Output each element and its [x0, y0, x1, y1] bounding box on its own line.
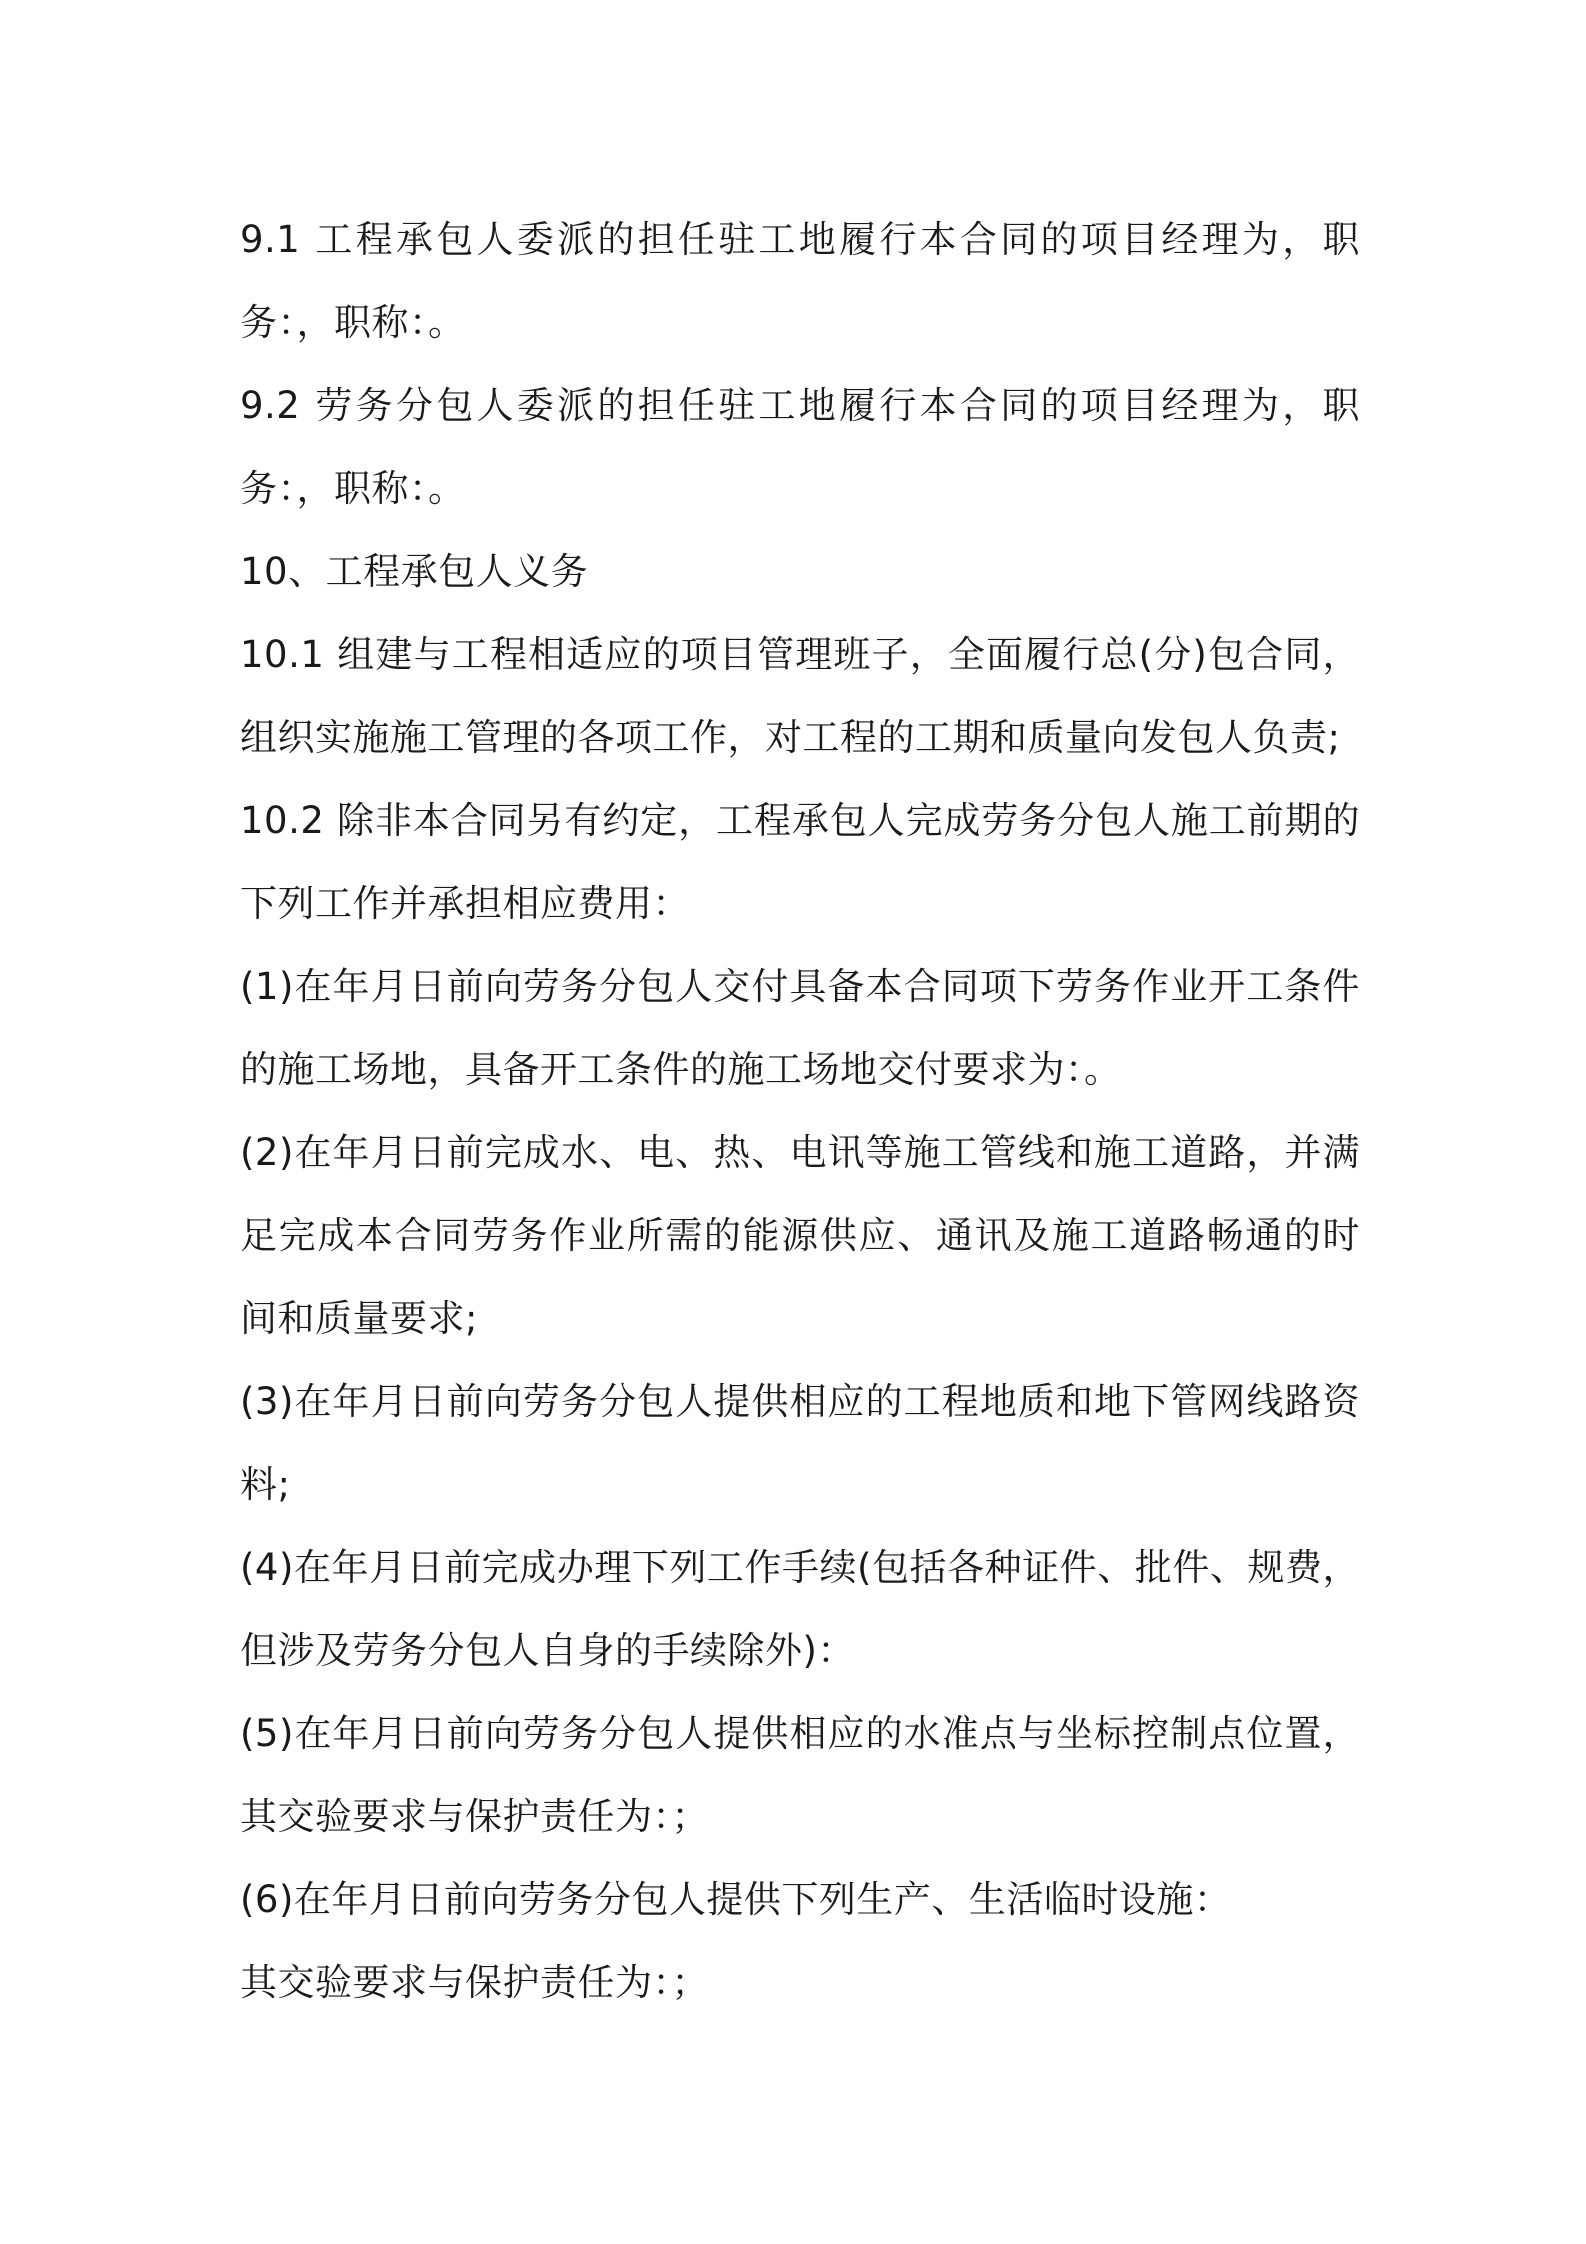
- clause-9-2: 9.2 劳务分包人委派的担任驻工地履行本合同的项目经理为，职务：，职称：。: [240, 384, 1360, 510]
- list-item-6-continuation: 其交验要求与保护责任为：；: [240, 1961, 709, 2004]
- list-item-2: (2)在年月日前完成水、电、热、电讯等施工管线和施工道路，并满足完成本合同劳务作业所需的能源供应、通讯及施工道路畅通的时间和质量要求;: [240, 1131, 1360, 1340]
- list-item-1: (1)在年月日前向劳务分包人交付具备本合同项下劳务作业开工条件的施工场地，具备开工条件的施工场地交付要求为：。: [240, 965, 1360, 1091]
- list-item-3: (3)在年月日前向劳务分包人提供相应的工程地质和地下管网线路资料;: [240, 1380, 1360, 1506]
- document-body: [240, 198, 1360, 2024]
- clause-10-1: 10.1 组建与工程相适应的项目管理班子，全面履行总(分)包合同，组织实施施工管理的各项工作，对工程的工期和质量向发包人负责;: [240, 633, 1360, 759]
- list-item-4: (4)在年月日前完成办理下列工作手续(包括各种证件、批件、规费，但涉及劳务分包人自身的手续除外)：: [240, 1546, 1360, 1672]
- section-heading-10: 10、工程承包人义务: [240, 550, 589, 593]
- list-item-6: (6)在年月日前向劳务分包人提供下列生产、生活临时设施：: [240, 1878, 1232, 1921]
- clause-9-1: 9.1 工程承包人委派的担任驻工地履行本合同的项目经理为，职务：，职称：。: [240, 218, 1360, 344]
- clause-10-2: 10.2 除非本合同另有约定，工程承包人完成劳务分包人施工前期的下列工作并承担相应费用：: [240, 799, 1360, 925]
- list-item-5: (5)在年月日前向劳务分包人提供相应的水准点与坐标控制点位置，其交验要求与保护责任为：；: [240, 1712, 1360, 1838]
